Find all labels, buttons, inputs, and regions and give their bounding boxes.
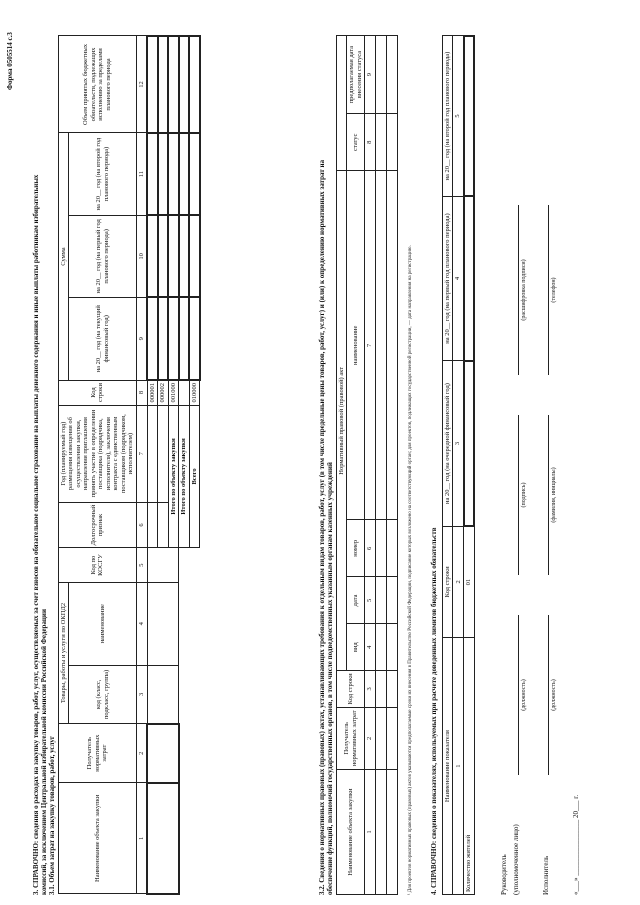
col-head: Наименование показателя xyxy=(443,638,453,895)
col-num: 7 xyxy=(365,171,375,520)
col-head: наименование xyxy=(69,582,136,665)
col-num: 1 xyxy=(453,638,464,895)
col-num: 4 xyxy=(453,196,464,361)
col-num: 8 xyxy=(136,380,147,405)
col-num: 11 xyxy=(136,133,147,215)
row-label: Количество жителей xyxy=(464,638,474,895)
col-num: 3 xyxy=(365,671,375,707)
caption-position: (должность) xyxy=(551,679,557,711)
col-head: Код строки xyxy=(443,526,453,638)
signature-line xyxy=(518,615,519,775)
col-head: код (класс, подкласс, группа) xyxy=(69,665,136,723)
col-num: 7 xyxy=(136,405,147,502)
table-row xyxy=(386,36,397,895)
col-num: 1 xyxy=(136,783,147,894)
signature-line xyxy=(548,415,549,575)
col-num: 4 xyxy=(136,582,147,665)
table-3-2 xyxy=(336,35,398,895)
table-row xyxy=(179,36,189,894)
col-head: на 20__ год (на текущий финансовый год) xyxy=(69,297,136,380)
col-head: на 20__ год (на первый год планового периода) xyxy=(69,215,136,297)
table-4 xyxy=(442,35,475,895)
col-num: 1 xyxy=(365,770,375,895)
col-head: Получатель нормативных затрат xyxy=(59,724,137,783)
date-line: «___» ________________ 20___ г. xyxy=(572,794,580,895)
row-code: 01 xyxy=(464,526,474,638)
col-head: Товары, работы и услуги по ОКПД2 xyxy=(59,582,69,723)
col-num: 5 xyxy=(453,36,464,196)
caption-fio: (фамилия, инициалы) xyxy=(551,467,557,523)
caption-decode: (расшифровка подписи) xyxy=(521,259,527,321)
col-num: 9 xyxy=(365,36,375,114)
signature-line xyxy=(548,205,549,375)
row-code: 010000 xyxy=(189,380,199,405)
section-3-2-subtitle: обеспечение функций, полномочий государственных органов, в том числе подведомственных указанным органам казенных учреждений xyxy=(326,462,334,895)
table-row xyxy=(375,36,386,895)
head-sub-label: (уполномоченное лицо) xyxy=(512,824,520,895)
col-head: Сумма xyxy=(59,133,69,380)
caption-signature: (подпись) xyxy=(521,482,527,508)
signature-line xyxy=(518,415,519,575)
col-head: наименование xyxy=(347,171,365,520)
table-row xyxy=(147,36,157,894)
table-row xyxy=(189,36,199,894)
row-code: 000001 xyxy=(147,380,157,405)
section-4-title: 4. СПРАВОЧНО: сведения о показателях, используемых при расчете доведенных лимитов бюджетных обязательств xyxy=(430,527,438,895)
col-head xyxy=(337,36,347,171)
executor-label: Исполнитель xyxy=(542,855,550,895)
col-num: 6 xyxy=(365,520,375,577)
caption-phone: (телефон) xyxy=(551,277,557,303)
col-num: 3 xyxy=(136,665,147,723)
grand-total-label: Всего xyxy=(189,405,199,548)
col-head: Долгосрочный признак xyxy=(59,502,137,548)
section-3-title: 3. СПРАВОЧНО: сведения о расходах на закупку товаров, работ, услуг, осуществляемых за счет взносов на обязательное социальное страхование на выплаты денежного содержания и иные выплаты работникам избирательных xyxy=(32,174,40,895)
col-num: 10 xyxy=(136,215,147,297)
col-num: 2 xyxy=(136,724,147,783)
col-num: 8 xyxy=(365,114,375,171)
head-label: Руководитель xyxy=(500,854,508,895)
col-num: 6 xyxy=(136,502,147,548)
col-head: на 20__ год (на первый год планового периода) xyxy=(443,196,453,361)
col-head: Получатель нормативных затрат xyxy=(337,707,365,769)
total-by-object-label: Итого по объекту закупки xyxy=(168,405,178,548)
col-head: номер xyxy=(347,520,365,577)
col-num: 5 xyxy=(365,577,375,624)
col-head: дата xyxy=(347,577,365,624)
col-num: 2 xyxy=(453,526,464,638)
footnote: ¹ Для проектов нормативных правовых (правовых) актов указываются предполагаемые сроки их внесения в Правительство Российской Федерации, подписание которых возложено на соответствующий орган; для проектов, подлежащих государственной регистрации, — дата направления на регистрацию. xyxy=(408,245,413,895)
table-3-1 xyxy=(58,35,201,895)
col-head: статус xyxy=(347,114,365,171)
col-head: Код по КОСГУ xyxy=(59,548,137,583)
col-head: Год (планируемый год) размещения извещения об осуществлении закупки, направления приглашения принять участие в определении поставщика (подрядчика, исполнителя), заключения контракта с единственным поставщиком (подрядчиком, исполнителем) xyxy=(59,405,137,502)
caption-position: (должность) xyxy=(521,679,527,711)
col-num: 2 xyxy=(365,707,375,769)
section-3-2-title: 3.2. Сведения о нормативных правовых (правовых) актах, устанавливающих требования к отдельным видам товаров, работ, услуг (в том числе предельные цены товаров, работ, услуг) и (или) к определению нормативных затрат на xyxy=(318,159,326,895)
col-head: Нормативный правовой (правовой) акт xyxy=(337,171,347,671)
col-head: предполагаемая дата внесения статуса xyxy=(347,36,365,114)
col-head: вид xyxy=(347,624,365,671)
signature-line xyxy=(518,205,519,375)
signature-line xyxy=(548,615,549,775)
col-head: на 20__ год (на второй год планового периода) xyxy=(443,36,453,196)
total-all-label: Итого по объекту закупки xyxy=(179,405,189,548)
col-head: Код строки xyxy=(59,380,137,405)
col-num: 12 xyxy=(136,36,147,133)
section-3-subtitle: комиссий, за исключением Центральной избирательной комиссии Российской Федерации xyxy=(40,609,48,895)
col-head: Объем принятых бюджетных обязательств, подлежащих исполнению за пределами планового периода xyxy=(59,36,137,133)
section-3-1-title: 3.1. Объем затрат на закупку товаров, работ, услуг xyxy=(48,735,56,895)
col-num: 3 xyxy=(453,361,464,526)
row-code: 001000 xyxy=(168,380,178,405)
col-head: Наименование объекта закупки xyxy=(59,783,137,894)
col-head: на 20__ год (на очередной финансовый год) xyxy=(443,361,453,526)
col-num: 4 xyxy=(365,624,375,671)
col-num: 9 xyxy=(136,297,147,380)
table-row xyxy=(464,36,474,895)
col-head: Наименование объекта закупки xyxy=(337,770,365,895)
col-head: Код строки xyxy=(337,671,365,707)
form-code: Форма 0505514 с.3 xyxy=(6,32,14,90)
col-num: 5 xyxy=(136,548,147,583)
col-head: на 20__ год (на второй год планового периода) xyxy=(69,133,136,215)
row-code: 000002 xyxy=(158,380,168,405)
